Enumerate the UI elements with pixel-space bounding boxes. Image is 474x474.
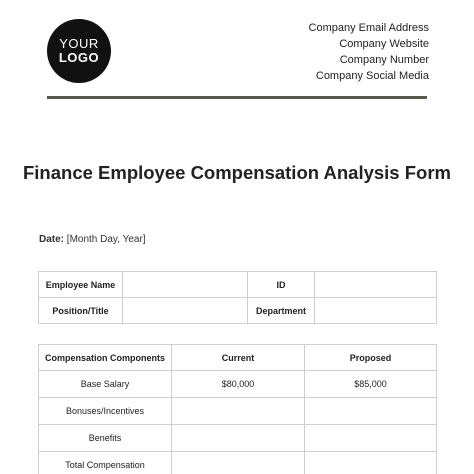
component-cell: Benefits — [39, 425, 172, 452]
employee-info-table — [38, 271, 437, 324]
component-cell: Bonuses/Incentives — [39, 398, 172, 425]
table-row — [39, 398, 437, 425]
table-row — [39, 425, 437, 452]
company-logo — [47, 19, 111, 83]
company-social-media: Company Social Media — [315, 70, 429, 82]
company-email: Company Email Address — [308, 22, 429, 34]
company-number: Company Number — [339, 54, 429, 66]
company-contact-block — [309, 20, 429, 84]
current-cell[interactable] — [172, 452, 305, 474]
form-title: Finance Employee Compensation Analysis Form — [22, 162, 451, 183]
position-field[interactable] — [123, 298, 248, 324]
department-label: Department — [248, 298, 315, 324]
proposed-cell[interactable]: $85,000 — [305, 371, 437, 398]
column-header-current: Current — [172, 345, 305, 371]
table-row — [39, 371, 437, 398]
column-header-components: Compensation Components — [39, 345, 172, 371]
component-cell: Total Compensation — [39, 452, 172, 474]
department-field[interactable] — [315, 298, 437, 324]
proposed-cell[interactable] — [305, 452, 437, 474]
table-row — [39, 298, 437, 324]
table-row — [39, 272, 437, 298]
header-divider — [47, 96, 427, 99]
current-cell[interactable] — [172, 425, 305, 452]
id-label: ID — [248, 272, 315, 298]
proposed-cell[interactable] — [305, 398, 437, 425]
employee-name-field[interactable] — [123, 272, 248, 298]
date-label: Date: — [39, 234, 65, 245]
component-cell: Base Salary — [39, 371, 172, 398]
company-website: Company Website — [339, 38, 429, 50]
id-field[interactable] — [315, 272, 437, 298]
current-cell[interactable]: $80,000 — [172, 371, 305, 398]
logo-line-2: LOGO — [58, 50, 100, 65]
position-label: Position/Title — [39, 298, 123, 324]
table-row — [39, 452, 437, 474]
date-line — [39, 234, 146, 245]
column-header-proposed: Proposed — [305, 345, 437, 371]
compensation-table — [38, 344, 437, 474]
proposed-cell[interactable] — [305, 425, 437, 452]
employee-name-label: Employee Name — [39, 272, 123, 298]
table-header-row — [39, 345, 437, 371]
logo-line-1: YOUR — [59, 36, 99, 52]
date-value[interactable]: [Month Day, Year] — [66, 234, 146, 245]
current-cell[interactable] — [172, 398, 305, 425]
